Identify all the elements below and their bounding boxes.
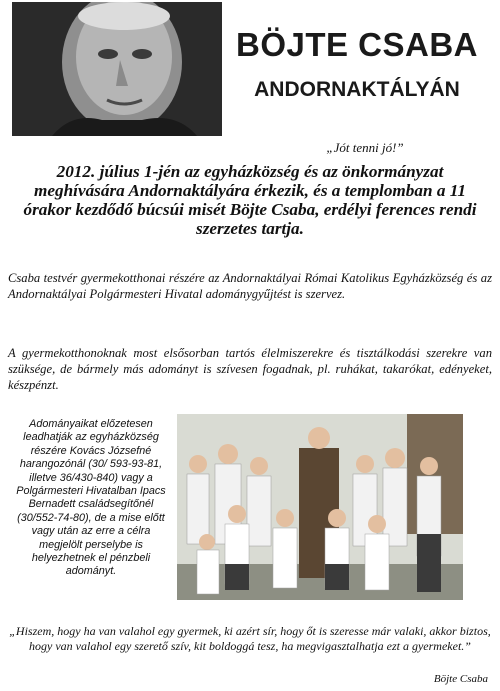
- motto: „Jót tenni jó!”: [326, 140, 404, 155]
- portrait-illustration: [12, 2, 222, 136]
- page-title: BÖJTE CSABA: [235, 26, 479, 63]
- group-photo: [177, 414, 463, 600]
- paragraph-fundraising: Csaba testvér gyermekotthonai részére az Andornaktályai Római Katolikus Egyházközség és az Andornaktályai Polgármesteri Hivatal adománygyűjtést is szervez.: [8, 271, 492, 301]
- lead-announcement: 2012. július 1-jén az egyházközség és az önkormányzat meghívására Andornaktályára érkezik, és a templomban a 11 órakor kezdődő búcsúi misét Böjte Csaba, erdélyi ferences rendi szerzetes tartja.: [23, 162, 477, 238]
- portrait-photo: [12, 2, 222, 136]
- page-subtitle: ANDORNAKTÁLYÁN: [254, 78, 460, 101]
- donation-info: Adományaikat előzetesen leadhatják az egyházközség részére Kovács Józsefné harangozónál (30/ 593-93-81, illetve 36/430-840) vagy a Polgármesteri Hivatalban Ipacs Bernadett családsegítőnél (30/552-74-80), de a mise előtt vagy után az erre a célra megjelölt perselybe is helyezhetnek el pénzbeli adományt.: [16, 418, 166, 578]
- quote-signature: Böjte Csaba: [433, 673, 488, 685]
- closing-quote: „Hiszem, hogy ha van valahol egy gyermek, ki azért sír, hogy őt is szeresse már valaki, akkor biztos, hogy van valahol egy szerető szív, kit boldoggá tesz, ha megvigasztalhatja ezt a gyermeket.”: [9, 624, 491, 653]
- paragraph-needs: A gyermekotthonoknak most elsősorban tartós élelmiszerekre és tisztálkodási szerekre van szüksége, de bármely más adományt is szívesen fogadnak, pl. ruhákat, takarókat, edényeket, készpénzt.: [8, 346, 492, 392]
- group-illustration: [177, 414, 463, 600]
